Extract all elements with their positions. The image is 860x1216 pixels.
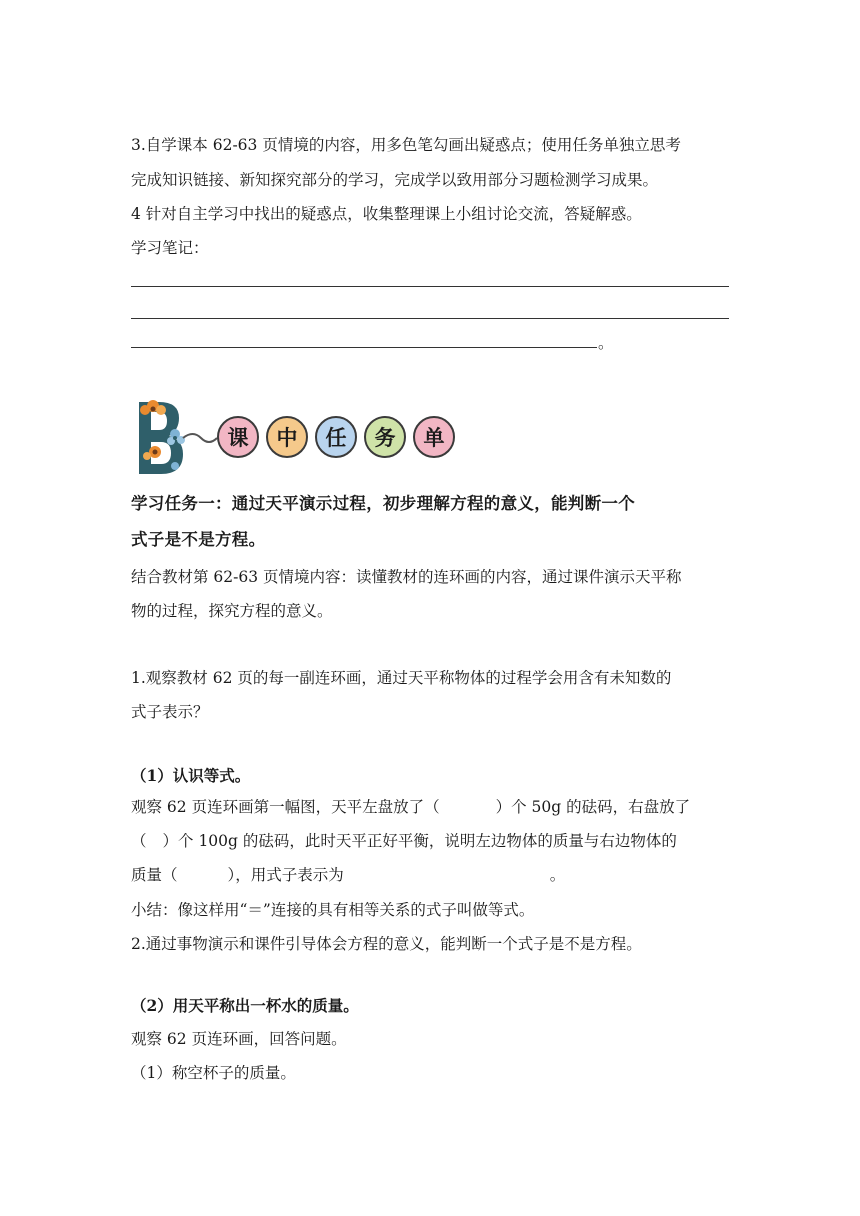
task1-title-line1: 学习任务一：通过天平演示过程，初步理解方程的意义，能判断一个 <box>131 494 635 513</box>
part1-line1-start: 观察 62 页连环画第一幅图，天平左盘放了（ <box>131 798 440 816</box>
part2-line1: 观察 62 页连环画，回答问题。 <box>131 1030 347 1048</box>
part1-line3-end: 。 <box>549 866 566 884</box>
part1-line3 <box>131 865 731 885</box>
banner-char-1: 课 <box>217 416 259 458</box>
intro-item4: 4 针对自主学习中找出的疑惑点，收集整理课上小组讨论交流，答疑解惑。 <box>131 205 642 223</box>
part2-line2: （1）称空杯子的质量。 <box>131 1064 296 1082</box>
intro-item3-line2: 完成知识链接、新知探究部分的学习，完成学以致用部分习题检测学习成果。 <box>131 171 659 189</box>
intro-item3-line1: 3.自学课本 62-63 页情境的内容，用多色笔勾画出疑惑点；使用任务单独立思考 <box>131 136 681 154</box>
notes-line-2 <box>131 318 729 319</box>
task1-desc-line2: 物的过程，探究方程的意义。 <box>131 602 333 620</box>
task1-title-line2: 式子是不是方程。 <box>131 530 266 549</box>
part1-line3-mid: ），用式子表示为 <box>227 866 344 884</box>
part1-line2 <box>131 831 731 851</box>
part2-heading: （2）用天平称出一杯水的质量。 <box>131 996 359 1015</box>
part1-line3-start: 质量（ <box>131 866 178 884</box>
banner-char-5: 单 <box>413 416 455 458</box>
notes-end-mark: 。 <box>598 334 614 352</box>
section-banner <box>131 396 471 478</box>
question1-line2: 式子表示？ <box>131 703 209 721</box>
question2-line: 2.通过事物演示和课件引导体会方程的意义，能判断一个式子是不是方程。 <box>131 935 642 953</box>
banner-char-3: 任 <box>315 416 357 458</box>
part1-line2-end: ）个 100g 的砝码，此时天平正好平衡，说明左边物体的质量与右边物体的 <box>162 832 677 850</box>
task1-desc-line1: 结合教材第 62-63 页情境内容：读懂教材的连环画的内容，通过课件演示天平称 <box>131 568 682 586</box>
part1-line1 <box>131 797 731 817</box>
part1-line2-start: （ <box>131 832 147 850</box>
question1-line1: 1.观察教材 62 页的每一副连环画，通过天平称物体的过程学会用含有未知数的 <box>131 669 672 687</box>
notes-line-1 <box>131 286 729 287</box>
banner-char-4: 务 <box>364 416 406 458</box>
notes-label: 学习笔记： <box>131 239 209 257</box>
part1-summary: 小结：像这样用“＝”连接的具有相等关系的式子叫做等式。 <box>131 901 535 919</box>
b-letter-flower-icon <box>131 396 221 478</box>
notes-line-3 <box>131 347 597 348</box>
part1-line1-end: ）个 50g 的砝码，右盘放了 <box>495 798 691 816</box>
banner-char-2: 中 <box>266 416 308 458</box>
part1-heading: （1）认识等式。 <box>131 766 251 785</box>
